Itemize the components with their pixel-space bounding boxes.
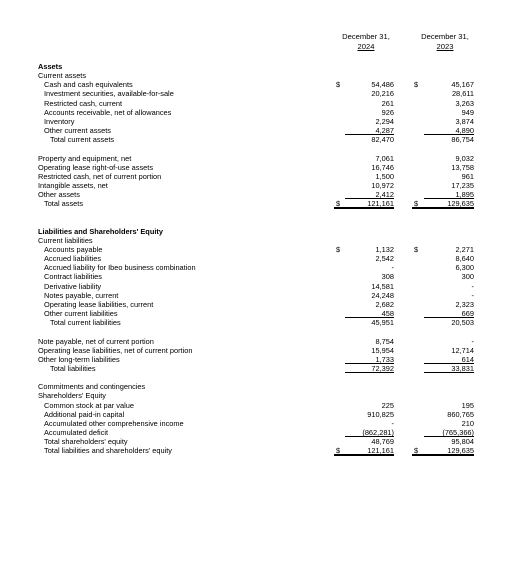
value-2023: 45,167 <box>451 80 474 90</box>
value-2023: - <box>471 281 474 291</box>
table-row <box>0 172 512 181</box>
column-header-2024 <box>335 32 397 52</box>
row-label: Operating lease liabilities, net of current portion <box>38 345 193 355</box>
currency-symbol-2023: $ <box>414 245 419 254</box>
row-label: Operating lease liabilities, current <box>44 299 154 309</box>
value-2023: 13,758 <box>451 162 474 172</box>
value-2023: 669 <box>424 309 474 318</box>
value-2024: 20,216 <box>371 89 394 99</box>
value-2023: 2,271 <box>455 245 474 254</box>
table-row <box>0 263 512 272</box>
currency-symbol-2024: $ <box>336 80 341 90</box>
value-2024: (862,281) <box>345 428 394 437</box>
row-label: Total shareholders' equity <box>44 437 128 447</box>
value-2023: - <box>471 290 474 300</box>
row-label: Restricted cash, current <box>44 98 123 108</box>
value-2023: 4,890 <box>424 126 474 135</box>
value-2023: 28,611 <box>451 89 474 99</box>
value-2024: 308 <box>381 272 394 282</box>
value-2023: (765,366) <box>424 428 474 437</box>
value-2024: 121,161 <box>367 446 394 456</box>
table-row <box>0 428 512 437</box>
row-label: Accounts receivable, net of allowances <box>44 107 172 117</box>
table-row <box>0 337 512 346</box>
row-label: Intangible assets, net <box>38 180 108 190</box>
value-2024: 54,486 <box>371 80 394 90</box>
table-row <box>0 401 512 410</box>
row-label: Liabilities and Shareholders' Equity <box>38 226 163 236</box>
table-row <box>0 89 512 98</box>
value-2024: 261 <box>381 98 394 108</box>
value-2024: 2,294 <box>375 116 394 126</box>
value-2024: 2,682 <box>375 299 394 309</box>
currency-symbol-2023: $ <box>414 80 419 90</box>
row-label: Contract liabilities <box>44 272 102 282</box>
row-label: Other current assets <box>44 126 111 136</box>
row-label: Accrued liabilities <box>44 254 102 264</box>
value-2024: 121,161 <box>367 199 394 209</box>
table-row <box>0 382 512 391</box>
table-row <box>0 154 512 163</box>
column-header-2024-year: 2024 <box>357 42 375 51</box>
row-label: Investment securities, available-for-sale <box>44 89 174 99</box>
row-label: Operating lease right-of-use assets <box>38 162 154 172</box>
table-row <box>0 190 512 199</box>
table-row <box>0 446 512 455</box>
value-2024: 16,746 <box>371 162 394 172</box>
value-2023: 129,635 <box>447 446 474 456</box>
table-row <box>0 437 512 446</box>
column-header-2023-year: 2023 <box>436 42 454 51</box>
table-row <box>0 300 512 309</box>
table-row <box>0 227 512 236</box>
row-label: Accumulated other comprehensive income <box>44 418 184 428</box>
value-2024: 48,769 <box>371 437 394 447</box>
value-2024: 458 <box>345 309 394 318</box>
value-2024: 82,470 <box>371 135 394 145</box>
table-row <box>0 71 512 80</box>
row-label: Current assets <box>38 71 87 81</box>
value-2024: 8,754 <box>375 336 394 346</box>
value-2024: 1,132 <box>375 245 394 254</box>
currency-symbol-2024: $ <box>336 446 341 456</box>
row-label: Total current liabilities <box>50 318 121 328</box>
row-label: Derivative liability <box>44 281 102 291</box>
table-row <box>0 245 512 254</box>
row-label: Total assets <box>44 199 84 209</box>
value-2023: 1,895 <box>424 190 474 199</box>
value-2024: 225 <box>381 400 394 410</box>
value-2023: 2,323 <box>455 299 474 309</box>
currency-symbol-2024: $ <box>336 199 341 209</box>
table-row <box>0 282 512 291</box>
row-label: Common stock at par value <box>44 400 134 410</box>
value-2023: 20,503 <box>451 318 474 328</box>
table-row <box>0 62 512 71</box>
value-2024: 72,392 <box>345 364 394 373</box>
value-2023: 129,635 <box>447 199 474 209</box>
row-label: Accounts payable <box>44 245 103 254</box>
table-row <box>0 291 512 300</box>
table-row <box>0 108 512 117</box>
table-row <box>0 135 512 144</box>
table-row <box>0 391 512 400</box>
value-2023: 210 <box>461 418 474 428</box>
value-2023: 614 <box>424 355 474 364</box>
row-label: Note payable, net of current portion <box>38 336 154 346</box>
row-label: Other current liabilities <box>44 309 118 319</box>
row-label: Commitments and contingencies <box>38 382 146 392</box>
value-2024: 7,061 <box>375 153 394 163</box>
table-row <box>0 309 512 318</box>
value-2023: - <box>471 336 474 346</box>
value-2024: 45,951 <box>371 318 394 328</box>
value-2023: 195 <box>461 400 474 410</box>
value-2024: 24,248 <box>371 290 394 300</box>
row-label: Inventory <box>44 116 75 126</box>
value-2024: 926 <box>381 107 394 117</box>
row-label: Current liabilities <box>38 235 93 245</box>
row-label: Other assets <box>38 190 80 200</box>
column-header-2024-line1: December 31, <box>342 32 390 41</box>
value-2024: 14,581 <box>371 281 394 291</box>
value-2023: 17,235 <box>451 180 474 190</box>
value-2023: 9,032 <box>455 153 474 163</box>
spacer-row <box>0 208 512 217</box>
row-label: Property and equipment, net <box>38 153 132 163</box>
value-2023: 8,640 <box>455 254 474 264</box>
row-label: Accumulated deficit <box>44 428 109 437</box>
row-label: Accrued liability for Ibeo business combination <box>44 263 196 273</box>
table-row <box>0 272 512 281</box>
value-2024: 10,972 <box>371 180 394 190</box>
value-2024: - <box>391 263 394 273</box>
table-row <box>0 364 512 373</box>
table-row <box>0 126 512 135</box>
table-row <box>0 99 512 108</box>
row-label: Assets <box>38 62 63 71</box>
value-2023: 949 <box>461 107 474 117</box>
value-2023: 3,874 <box>455 116 474 126</box>
value-2024: 1,500 <box>375 171 394 181</box>
spacer-row <box>0 327 512 336</box>
value-2024: 910,825 <box>367 409 394 419</box>
value-2024: 1,733 <box>345 355 394 364</box>
currency-symbol-2023: $ <box>414 199 419 209</box>
row-label: Additional paid-in capital <box>44 409 125 419</box>
table-row <box>0 236 512 245</box>
spacer-row <box>0 373 512 382</box>
table-row <box>0 199 512 208</box>
row-label: Total liabilities <box>50 363 96 373</box>
table-row <box>0 355 512 364</box>
currency-symbol-2024: $ <box>336 245 341 254</box>
value-2024: 4,287 <box>345 126 394 135</box>
value-2024: 2,542 <box>375 254 394 264</box>
currency-symbol-2023: $ <box>414 446 419 456</box>
row-label: Total current assets <box>50 135 115 145</box>
table-row <box>0 80 512 89</box>
spacer-row <box>0 218 512 227</box>
row-label: Other long-term liabilities <box>38 354 120 364</box>
value-2024: 2,412 <box>345 190 394 199</box>
value-2023: 6,300 <box>455 263 474 273</box>
row-label: Restricted cash, net of current portion <box>38 171 162 181</box>
value-2023: 33,831 <box>424 364 474 373</box>
table-row <box>0 419 512 428</box>
row-label: Notes payable, current <box>44 290 119 300</box>
table-row <box>0 410 512 419</box>
table-row <box>0 181 512 190</box>
value-2023: 86,754 <box>451 135 474 145</box>
row-label: Cash and cash equivalents <box>44 80 133 90</box>
value-2023: 860,765 <box>447 409 474 419</box>
value-2024: - <box>391 418 394 428</box>
row-label: Total liabilities and shareholders' equity <box>44 446 172 456</box>
double-underline-2023 <box>412 454 474 456</box>
column-header-2023-line1: December 31, <box>421 32 469 41</box>
column-header-2023 <box>414 32 476 52</box>
table-row <box>0 117 512 126</box>
table-row <box>0 318 512 327</box>
spacer-row <box>0 144 512 153</box>
table-row <box>0 346 512 355</box>
value-2023: 95,804 <box>451 437 474 447</box>
table-row <box>0 254 512 263</box>
value-2024: 15,954 <box>371 345 394 355</box>
value-2023: 961 <box>461 171 474 181</box>
double-underline-2024 <box>334 454 394 456</box>
value-2023: 3,263 <box>455 98 474 108</box>
value-2023: 12,714 <box>451 345 474 355</box>
table-row <box>0 163 512 172</box>
row-label: Shareholders' Equity <box>38 391 106 401</box>
value-2023: 300 <box>461 272 474 282</box>
